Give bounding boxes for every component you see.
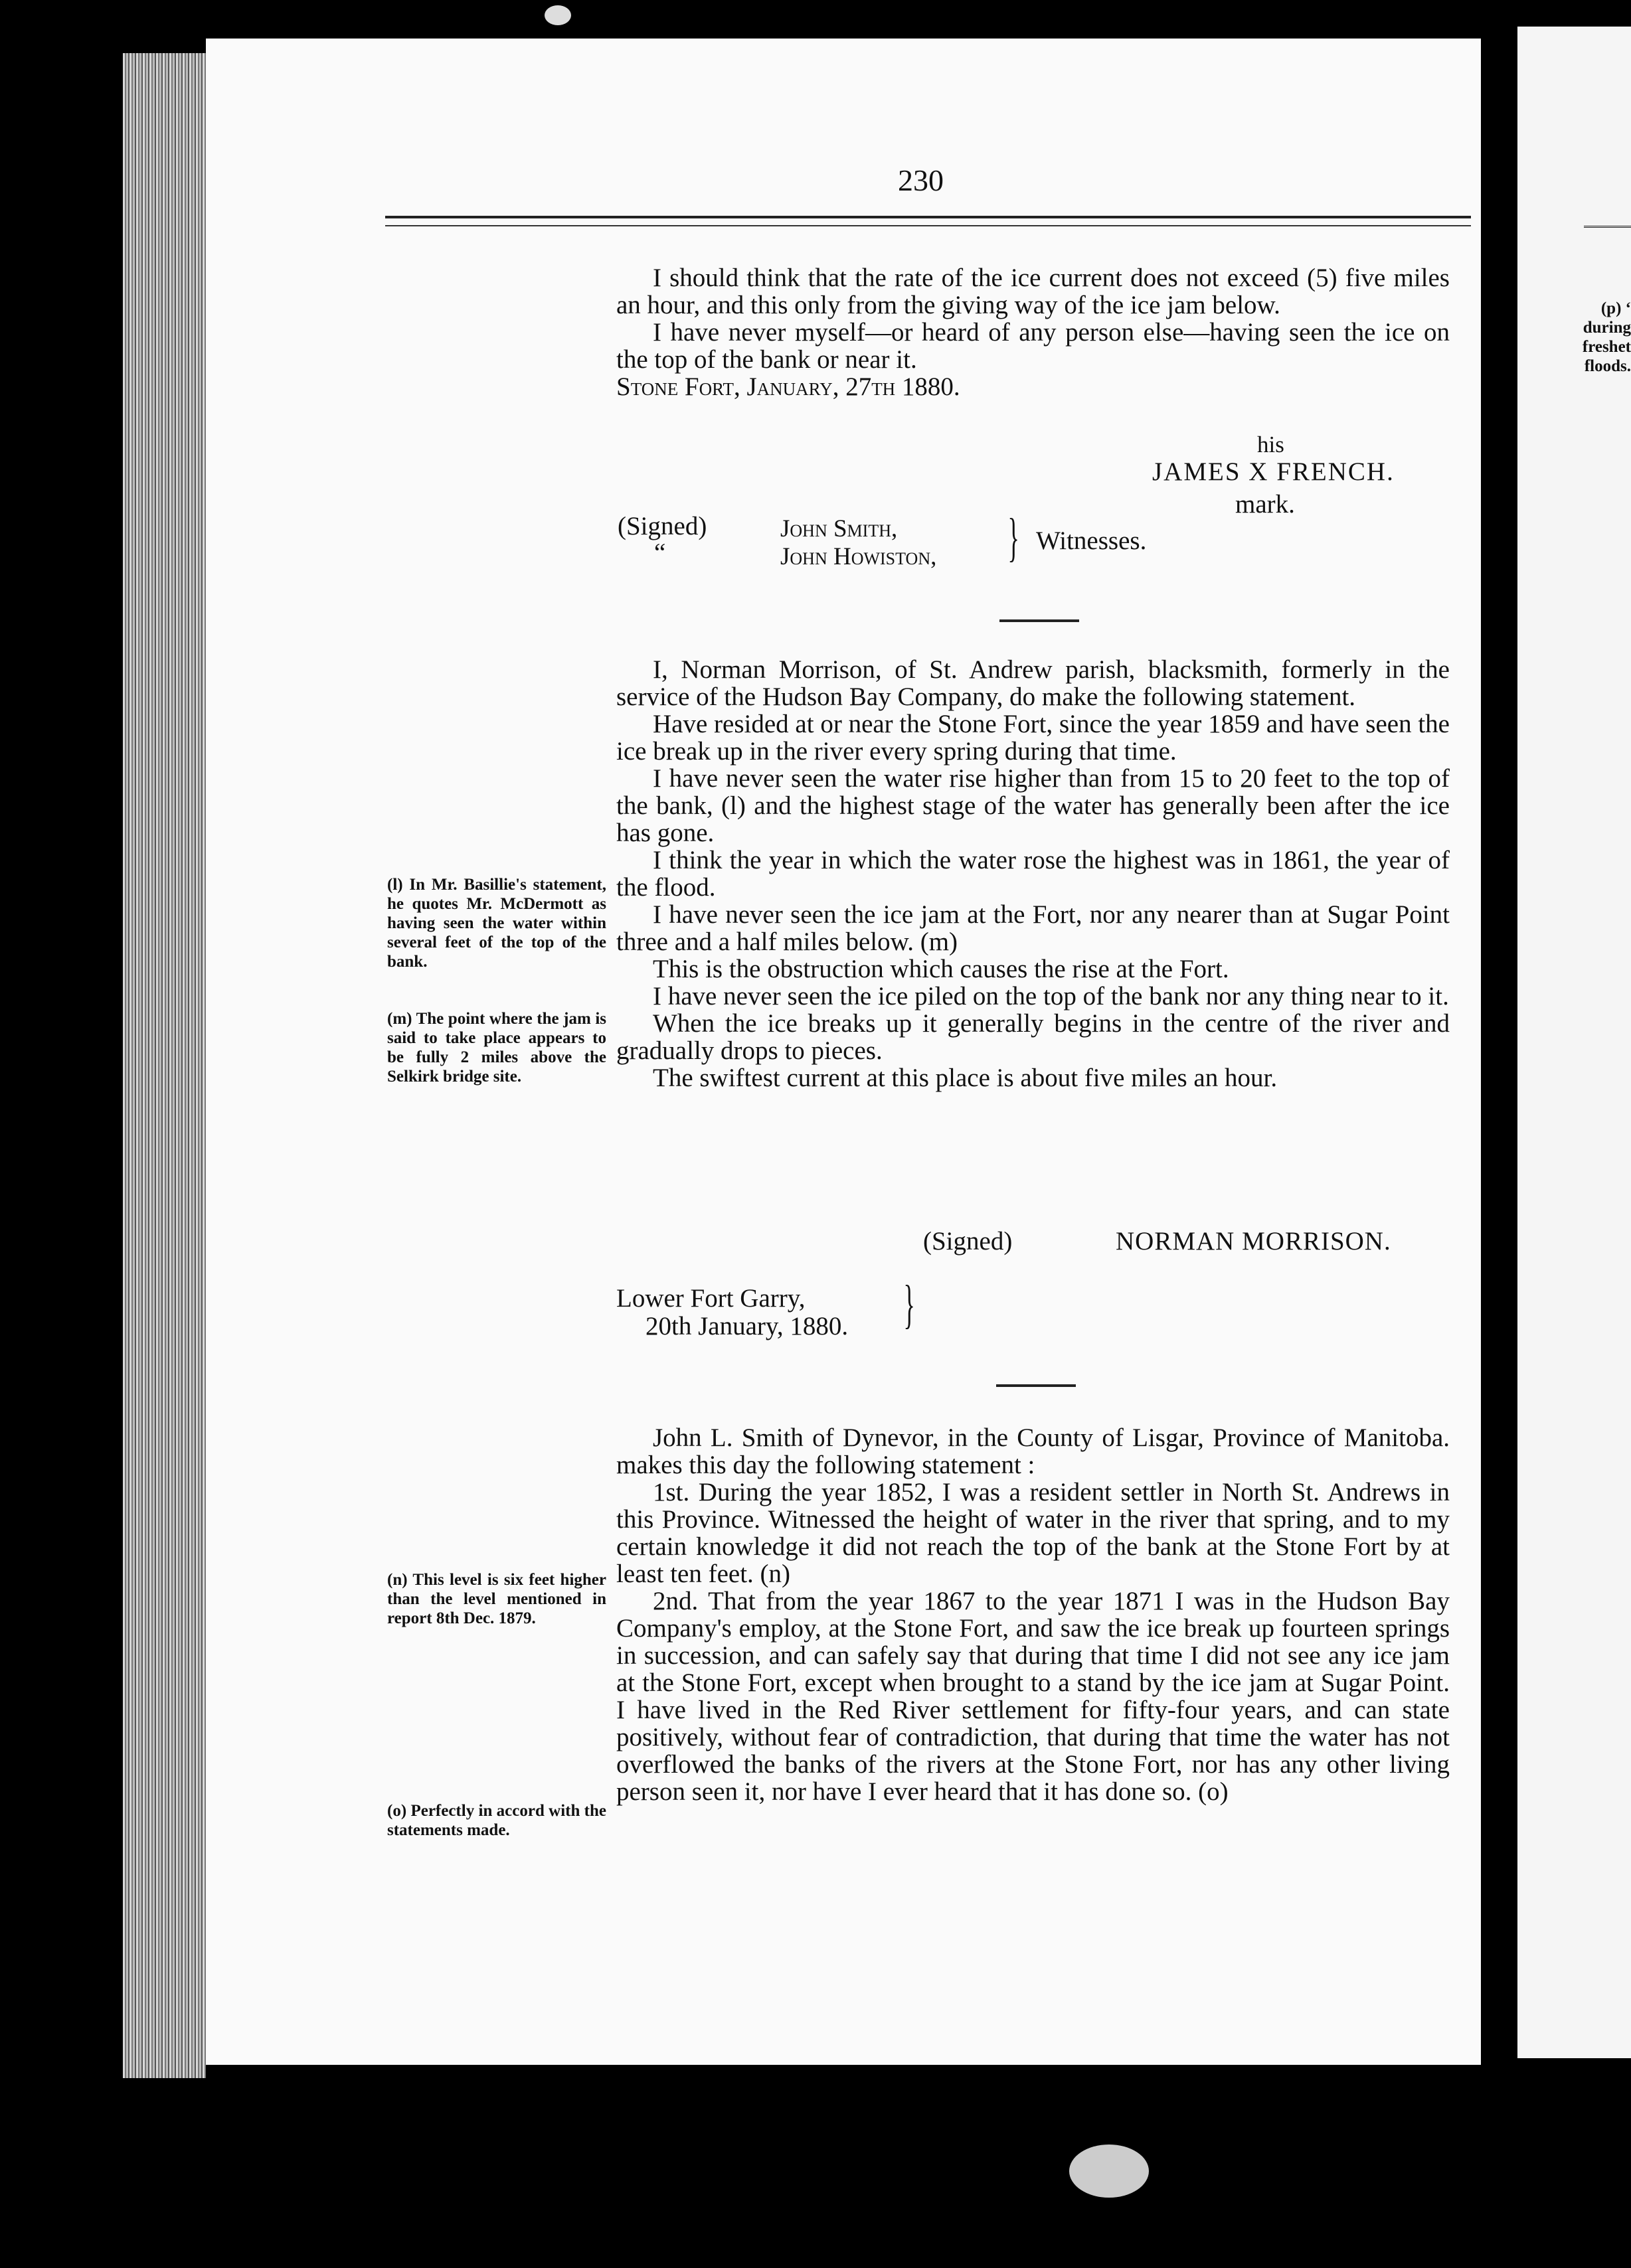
paragraph: The swiftest current at this place is about five miles an hour.: [653, 1064, 1278, 1092]
margin-note-n: (n) This level is six feet higher than the level mentioned in report 8th Dec. 1879.: [387, 1571, 606, 1627]
section-separator: [996, 1384, 1076, 1387]
paragraph: I have never seen the ice jam at the Fort, nor any nearer than at Sugar Point three and a half miles below. (m): [616, 900, 1450, 956]
witness-name: John Howiston,: [780, 543, 937, 570]
date-label: 20th January, 1880.: [645, 1312, 849, 1340]
paragraph: Have resided at or near the Stone Fort, since the year 1859 and have seen the ice break up in the river every spring during that time.: [616, 710, 1450, 766]
his-label: his: [1257, 432, 1284, 457]
margin-note-m: (m) The point where the jam is said to take place appears to be fully 2 miles above the Selkirk bridge site.: [387, 1010, 606, 1086]
paragraph: I think the year in which the water rose the highest was in 1861, the year of the flood.: [616, 846, 1450, 902]
signatory-name: JAMES X FRENCH.: [1152, 457, 1395, 486]
facing-page-rule: [1584, 226, 1631, 228]
brace: }: [1007, 509, 1019, 567]
morrison-statement: [616, 656, 1450, 1092]
margin-note-o: (o) Perfectly in accord with the statements made.: [387, 1802, 606, 1839]
header-rule: [385, 216, 1471, 226]
place-date: Stone Fort, January, 27th 1880.: [616, 372, 960, 401]
witnesses-label: Witnesses.: [1036, 526, 1147, 555]
facing-page-edge: [1517, 27, 1631, 2058]
margin-note-l: (l) In Mr. Basillie's statement, he quotes Mr. McDermott as having seen the water within several feet of the top of the bank.: [387, 876, 606, 971]
scan-debris: [1069, 2145, 1149, 2198]
book-spine: [123, 53, 206, 2078]
french-statement: [616, 264, 1450, 400]
paragraph: 2nd. That from the year 1867 to the year 1871 I was in the Hudson Bay Company's employ, at the Stone Fort, and saw the ice break up fourteen springs in succession, and can safely say that during that time I did not see any ice jam at the Stone Fort, except when brought to a stand by the ice jam at Sugar Point. I have lived in the Red River settlement for fifty-four years, and can state positively, without fear of contradiction, that during that time the water has not overflowed the banks of the rivers at the Stone Fort, nor has any other living person seen it, nor have I ever heard that it has done so. (o): [616, 1587, 1450, 1806]
brace: }: [903, 1275, 915, 1334]
ditto-mark: “: [654, 538, 666, 567]
mark-label: mark.: [1235, 490, 1295, 519]
paragraph: I have never seen the ice piled on the top of the bank nor any thing near to it.: [653, 982, 1449, 1011]
paragraph: 1st. During the year 1852, I was a resident settler in North St. Andrews in this Province. Witnessed the height of water in the river that spring, and to my certain knowledge it did not reach the top of the bank at the Stone Fort by at least ten feet. (n): [616, 1478, 1450, 1588]
signed-label: (Signed): [923, 1227, 1013, 1256]
paragraph: I have never seen the water rise higher than from 15 to 20 feet to the top of the bank, (l) and the highest stage of the water has generally been after the ice has gone.: [616, 764, 1450, 847]
paragraph: This is the obstruction which causes the rise at the Fort.: [653, 955, 1229, 983]
facing-page-margin-note: (p) ‘ during freshet floods.: [1582, 299, 1631, 375]
signatory-name: NORMAN MORRISON.: [1116, 1227, 1391, 1256]
scan-debris: [545, 5, 571, 25]
paragraph: I, Norman Morrison, of St. Andrew parish, blacksmith, formerly in the service of the Hudson Bay Company, do make the following statement.: [616, 655, 1450, 711]
paragraph: John L. Smith of Dynevor, in the County of Lisgar, Province of Manitoba. makes this day the following statement :: [616, 1423, 1450, 1479]
paragraph: When the ice breaks up it generally begins in the centre of the river and gradually drops to pieces.: [616, 1009, 1450, 1065]
place-label: Lower Fort Garry,: [616, 1284, 806, 1313]
paragraph: I have never myself—or heard of any person else—having seen the ice on the top of the bank or near it.: [616, 318, 1450, 374]
section-separator: [999, 619, 1079, 622]
page-number: 230: [898, 163, 944, 197]
signed-label: (Signed): [618, 512, 707, 540]
paragraph: I should think that the rate of the ice current does not exceed (5) five miles an hour, and this only from the giving way of the ice jam below.: [616, 264, 1450, 319]
witness-name: John Smith,: [780, 515, 898, 542]
smith-statement: [616, 1424, 1450, 1805]
